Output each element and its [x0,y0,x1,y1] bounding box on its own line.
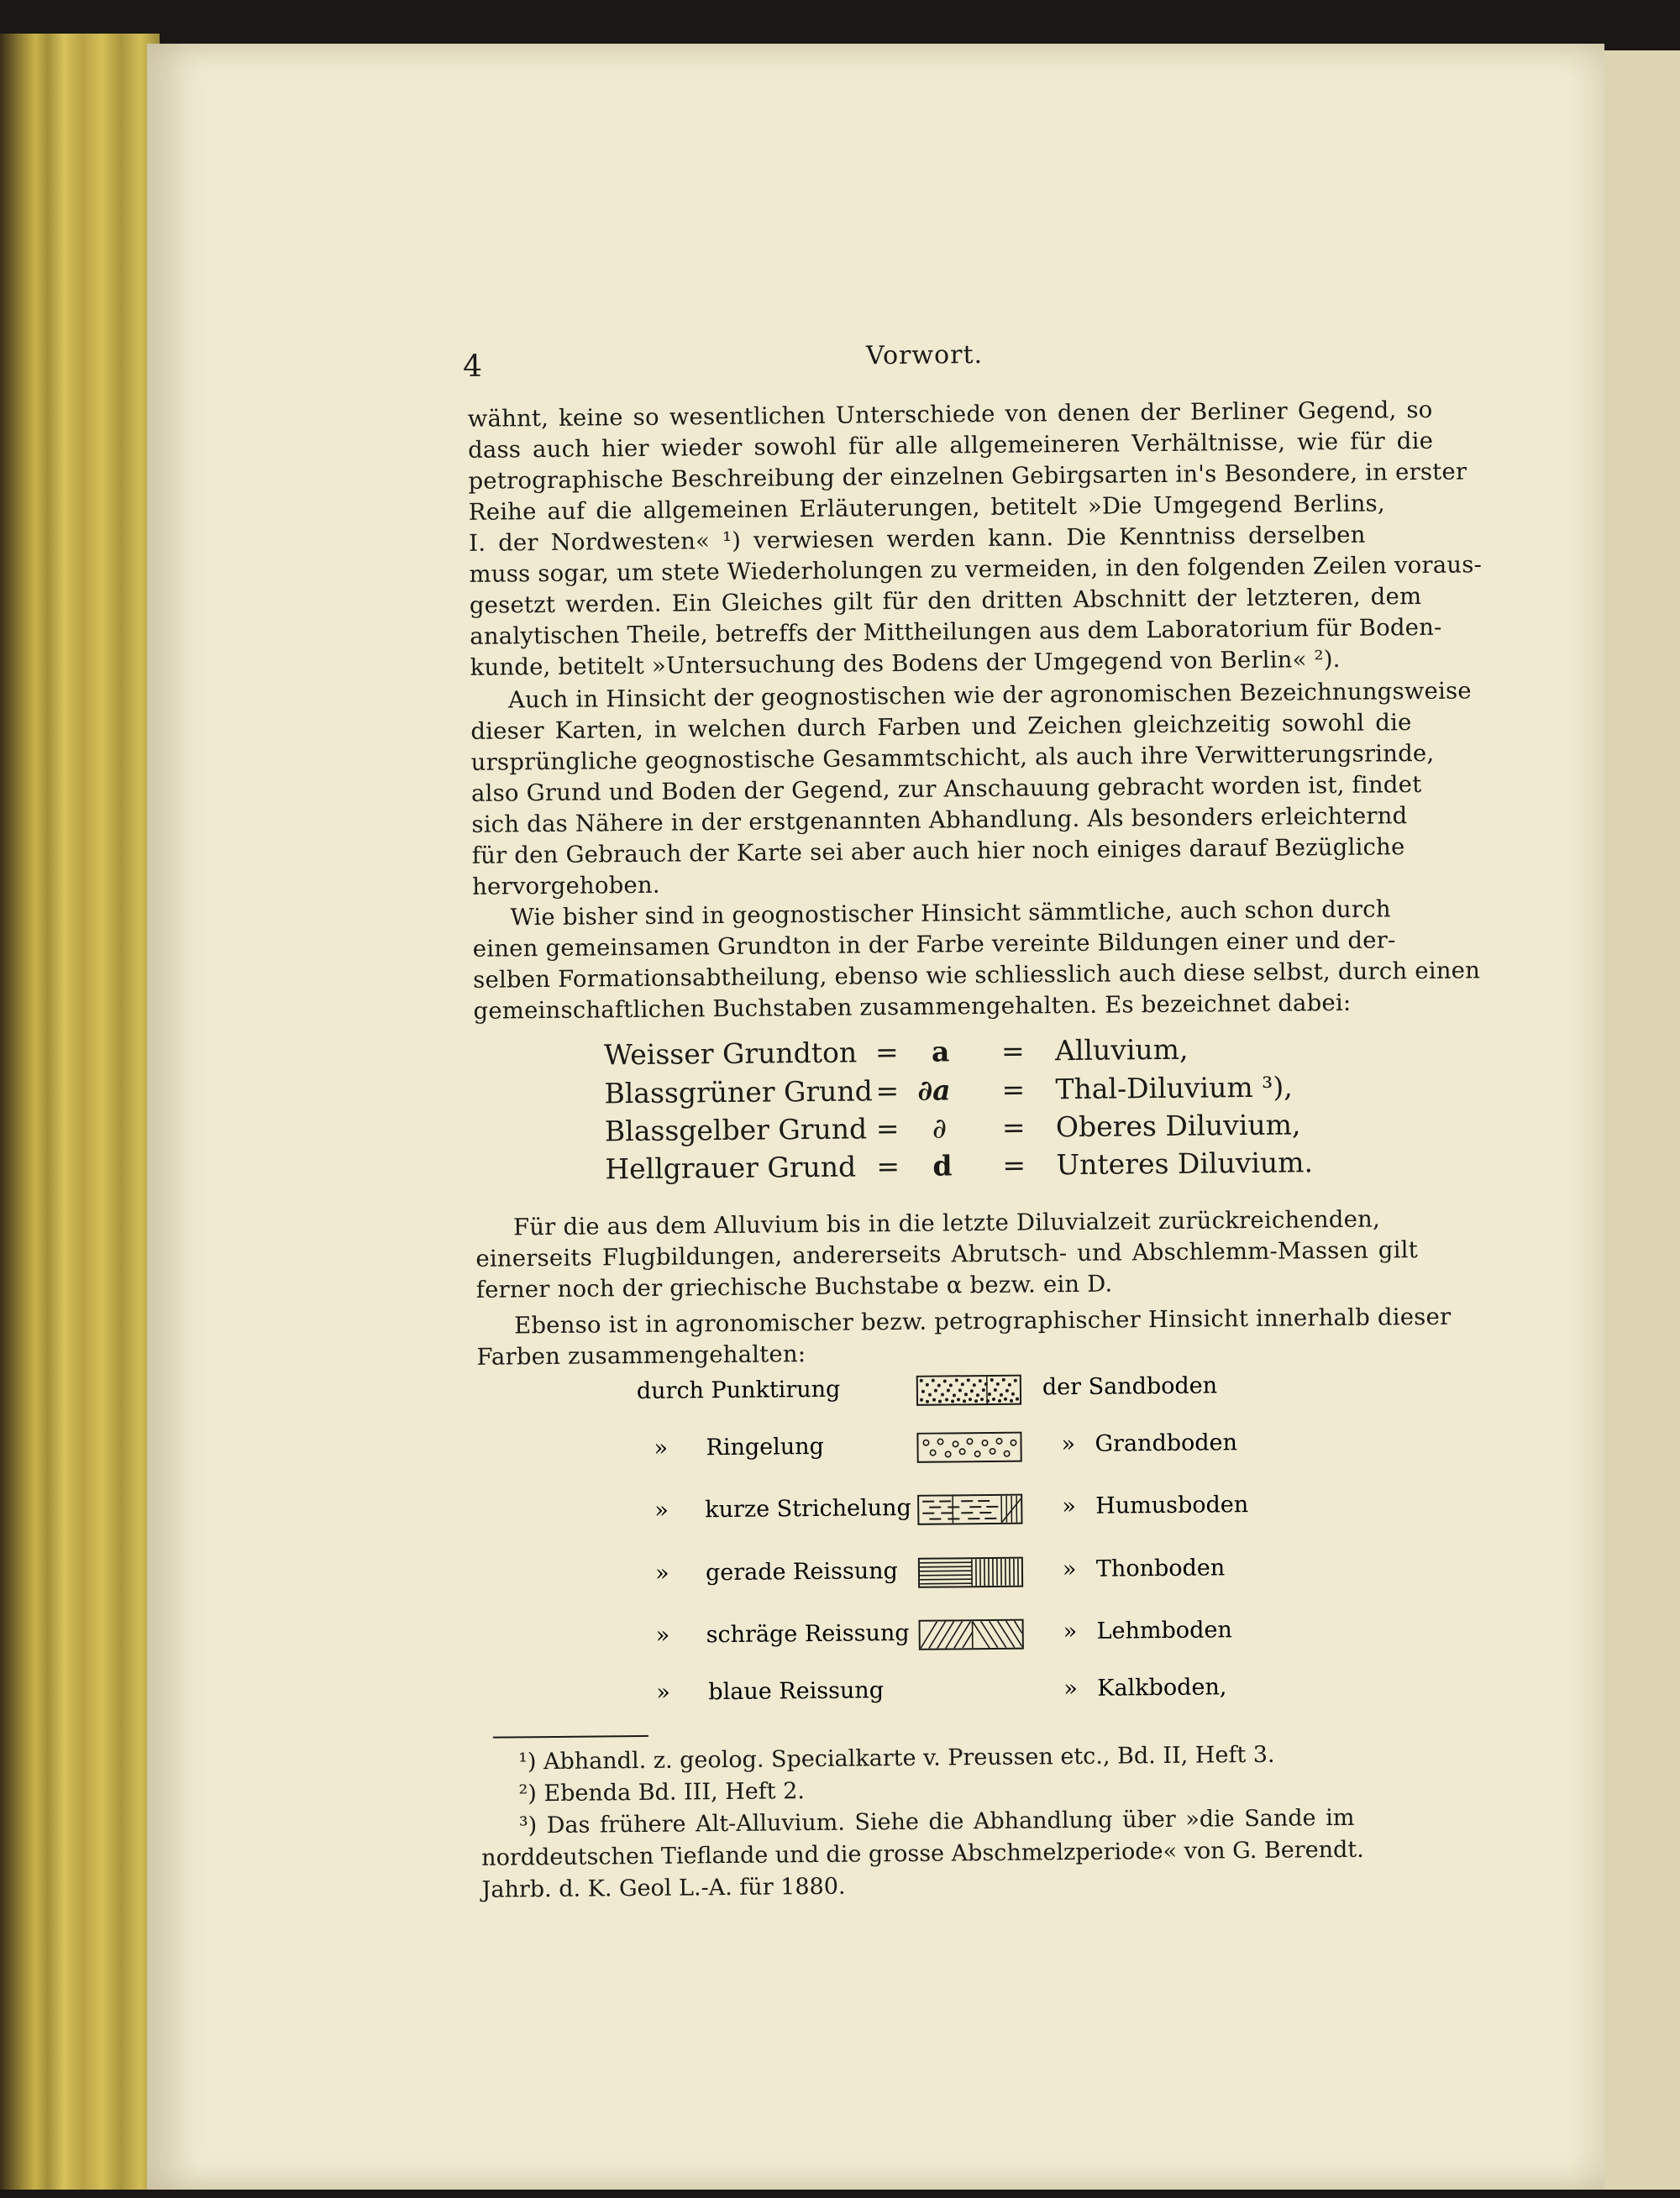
legend-row [152,1613,1609,1661]
footnotes [137,38,1594,52]
equals-sign: = [875,1036,899,1068]
equals-sign: = [875,1074,899,1107]
legend-result: Grandboden [1095,1429,1237,1457]
text-line: Reihe auf die allgemeinen Erläuterungen, betitelt »Die Umgegend Berlins, [469,490,1385,525]
legend-label: durch Punktirung [637,1377,841,1404]
equation-label: Blassgelber Grund [605,1112,868,1147]
legend-result: der Sandboden [1042,1372,1218,1400]
text-line: kunde, betitelt »Untersuchung des Bodens der Umgegend von Berlin« ²). [470,646,1340,681]
legend-result: Thonboden [1096,1555,1226,1582]
equation-row [137,38,1594,52]
legend-row [150,1426,1607,1474]
equation-value: Alluvium, [1055,1033,1189,1068]
page-number: 4 [463,349,482,384]
ditto-mark: » [656,1680,670,1706]
footnote: norddeutschen Tieflande und die grosse Abschmelzperiode« von G. Berendt. [481,1837,1364,1871]
ditto-mark: » [1062,1493,1076,1519]
text-line: ferner noch der griechische Buchstabe α bezw. ein D. [476,1271,1113,1304]
ditto-mark: » [1061,1431,1075,1457]
legend-row [152,1671,1609,1718]
ditto-mark: » [655,1561,669,1587]
equation-symbol: ∂a [917,1073,950,1106]
equals-sign: = [1002,1149,1026,1182]
legend-label: kurze Strichelung [705,1495,911,1523]
book-page-edges [0,34,160,2190]
legend-label: blaue Reissung [708,1677,884,1705]
equation-row [137,38,1594,52]
equation-symbol: ∂ [932,1111,947,1144]
dash-pattern-swatch [917,1494,1022,1525]
text-line: I. der Nordwesten« ¹) verwiesen werden kann. Die Kenntniss derselben [469,522,1366,557]
text-line: Farben zusammengehalten: [476,1340,806,1371]
body-text-block-2 [137,38,1594,52]
equation-block [137,38,1594,52]
text-line: Für die aus dem Alluvium bis in die letzte Diluvialzeit zurückreichenden, [513,1206,1380,1241]
text-line: dieser Karten, in welchen durch Farben und Zeichen gleichzeitig sowohl die [470,709,1412,745]
legend-label: Ringelung [706,1434,824,1461]
book-page [147,44,1604,2190]
equation-label: Weisser Grundton [604,1036,857,1071]
legend-label: gerade Reissung [706,1558,898,1586]
legend-label: schräge Reissung [706,1620,910,1648]
equation-label: Blassgrüner Grund [604,1074,873,1109]
ditto-mark: » [654,1498,669,1524]
equation-symbol: a [932,1035,950,1068]
running-head: Vorwort. [866,340,983,370]
footnote-rule [493,1735,648,1739]
ditto-mark: » [1063,1556,1077,1582]
text-line: gesetzt werden. Ein Gleiches gilt für den dritten Abschnitt der letzteren, dem [470,583,1422,619]
text-line: also Grund und Boden der Gegend, zur Anschauung gebracht worden ist, findet [471,771,1422,807]
equation-value: Oberes Diluvium, [1056,1108,1301,1143]
footnote: ¹) Abhandl. z. geolog. Specialkarte v. Preussen etc., Bd. II, Heft 3. [518,1742,1275,1776]
equals-sign: = [876,1112,900,1145]
equation-label: Hellgrauer Grund [605,1150,856,1185]
legend-row [150,1369,1607,1417]
footnote: ³) Das frühere Alt-Alluvium. Siehe die Abhandlung über »die Sande im [519,1805,1355,1839]
equals-sign: = [876,1150,900,1183]
legend-result: Lehmboden [1097,1617,1232,1645]
legend-result: Humusboden [1095,1492,1248,1519]
equals-sign: = [1001,1073,1025,1106]
text-line: Wie bisher sind in geognostischer Hinsicht sämmtliche, auch schon durch [510,895,1391,931]
text-line: Auch in Hinsicht der geognostischen wie der agronomischen Bezeichnungsweise [508,677,1472,713]
ditto-mark: » [656,1623,670,1649]
text-line: petrographische Beschreibung der einzelnen Gebirgsarten in's Besondere, in erster [468,458,1467,494]
body-text-block [137,38,1594,52]
text-line: muss sogar, um stete Wiederholungen zu vermeiden, in den folgenden Zeilen voraus- [469,551,1482,588]
equals-sign: = [1002,1111,1026,1144]
legend-result: Kalkboden, [1097,1674,1226,1701]
equation-value: Thal-Diluvium ³), [1055,1071,1293,1106]
equation-row [137,38,1594,52]
text-line: analytischen Theile, betreffs der Mittheilungen aus dem Laboratorium für Boden- [470,614,1442,650]
equation-value: Unteres Diluvium. [1056,1146,1313,1181]
text-line: sich das Nähere in der erstgenannten Abhandlung. Als besonders erleichternd [471,802,1407,838]
footnote: ²) Ebenda Bd. III, Heft 2. [518,1778,805,1807]
dot-pattern-swatch [916,1375,1021,1406]
oblique-hatch-swatch [919,1619,1024,1650]
text-line: hervorgehoben. [472,872,660,900]
text-line: einerseits Flugbildungen, andererseits Abrutsch- und Abschlemm-Massen gilt [475,1236,1418,1272]
ditto-mark: » [1063,1676,1078,1702]
text-line: selben Formationsabtheilung, ebenso wie schliesslich auch diese selbst, durch einen [473,957,1480,994]
footnote: Jahrb. d. K. Geol L.-A. für 1880. [481,1874,845,1903]
ditto-mark: » [654,1435,668,1461]
text-line: Ebenso ist in agronomischer bezw. petrographischer Hinsicht innerhalb dieser [514,1304,1452,1340]
text-line: dass auch hier wieder sowohl für alle allgemeineren Verhältnisse, wie für die [468,428,1433,464]
equation-symbol: d [932,1149,952,1182]
text-line: wähnt, keine so wesentlichen Unterschiede von denen der Berliner Gegend, so [468,396,1433,433]
legend-row [150,1488,1608,1536]
text-line: ursprüngliche geognostische Gesammtschicht, als auch ihre Verwitterungsrinde, [471,740,1435,776]
equals-sign: = [1001,1035,1025,1068]
soil-legend [137,38,1594,52]
text-line: gemeinschaftlichen Buchstaben zusammengehalten. Es bezeichnet dabei: [473,989,1351,1025]
ditto-mark: » [1063,1618,1078,1645]
straight-hatch-swatch [918,1557,1023,1588]
legend-row [151,1551,1609,1599]
ring-pattern-swatch [916,1432,1021,1463]
equation-row [137,38,1594,52]
text-line: für den Gebrauch der Karte sei aber auch hier noch einiges darauf Bezügliche [472,833,1405,869]
text-line: einen gemeinsamen Grundton in der Farbe vereinte Bildungen einer und der- [473,926,1396,963]
